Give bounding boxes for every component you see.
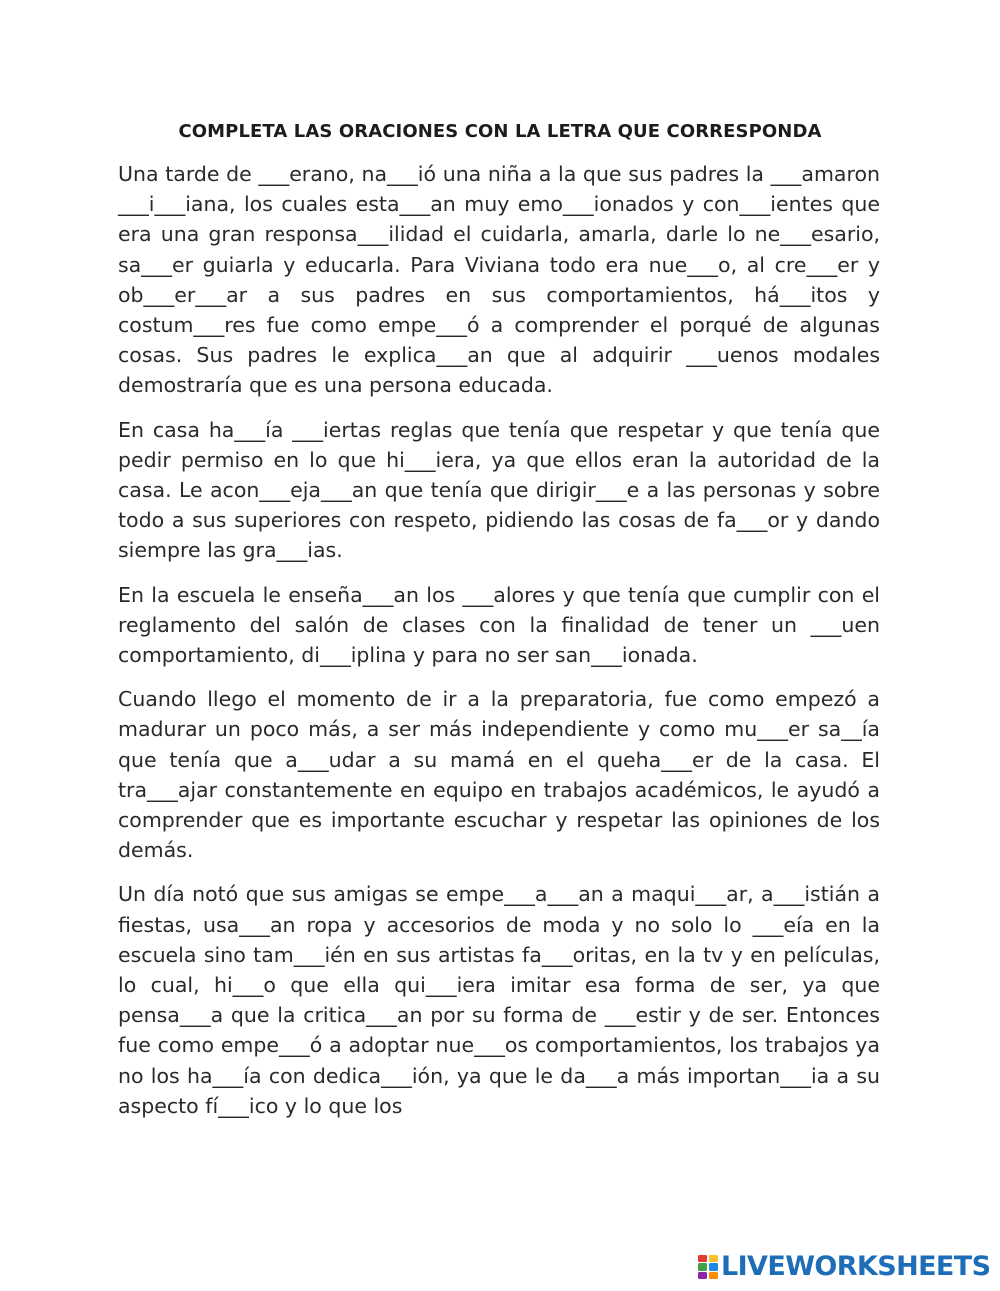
- paragraph-1: Una tarde de ___erano, na___ió una niña a la que sus padres la ___amaron ___i___iana, los cuales esta___an muy emo___ionados y con___ientes que era una gran responsa___ilidad el cuidarla, amarla, darle lo ne___esario, sa___er guiarla y educarla. Para Viviana todo era nue___o, al cre___er y ob___er___ar a sus padres en sus comportamientos, há___itos y costum___res fue como empe___ó a comprender el porqué de algunas cosas. Sus padres le explica___an que al adquirir ___uenos modales demostraría que es una persona educada.: [118, 162, 880, 398]
- paragraph-5: Un día notó que sus amigas se empe___a___an a maqui___ar, a___istián a fiestas, usa___an ropa y accesorios de moda y no solo lo ___eía en la escuela sino tam___ién en sus artistas fa___oritas, en la tv y en películas, lo cual, hi___o que ella qui___iera imitar esa forma de ser, ya que pensa___a que la critica___an por su forma de ___estir y de ser. Entonces fue como empe___ó a adoptar nue___os comportamientos, los trabajos ya no los ha___ía con dedica___ión, ya que le da___a más importan___ia a su aspecto fí___ico y lo que los: [118, 882, 880, 1118]
- worksheet-body: [118, 159, 880, 1135]
- page-title: COMPLETA LAS ORACIONES CON LA LETRA QUE CORRESPONDA: [178, 121, 822, 142]
- paragraph-4: Cuando llego el momento de ir a la preparatoria, fue como empezó a madurar un poco más, a ser más independiente y como mu___er sa__ía que tenía que a___udar a su mamá en el queha___er de la casa. El tra___ajar constantemente en equipo en trabajos académicos, le ayudó a comprender que es importante escuchar y respetar las opiniones de los demás.: [118, 687, 880, 863]
- liveworksheets-blocks-icon: [697, 1254, 719, 1280]
- paragraph-2: En casa ha___ía ___iertas reglas que tenía que respetar y que tenía que pedir permiso en lo que hi___iera, ya que ellos eran la autoridad de la casa. Le acon___eja___an que tenía que dirigir___e a las personas y sobre todo a sus superiores con respeto, pidiendo las cosas de fa___or y dando siempre las gra___ias.: [118, 417, 880, 563]
- liveworksheets-logo: [697, 1253, 990, 1281]
- paragraph-3: En la escuela le enseña___an los ___alores y que tenía que cumplir con el reglamento del salón de clases con la finalidad de tener un ___uen comportamiento, di___iplina y para no ser san___ionada.: [118, 582, 880, 668]
- logo-text: LIVEWORKSHEETS: [721, 1251, 991, 1282]
